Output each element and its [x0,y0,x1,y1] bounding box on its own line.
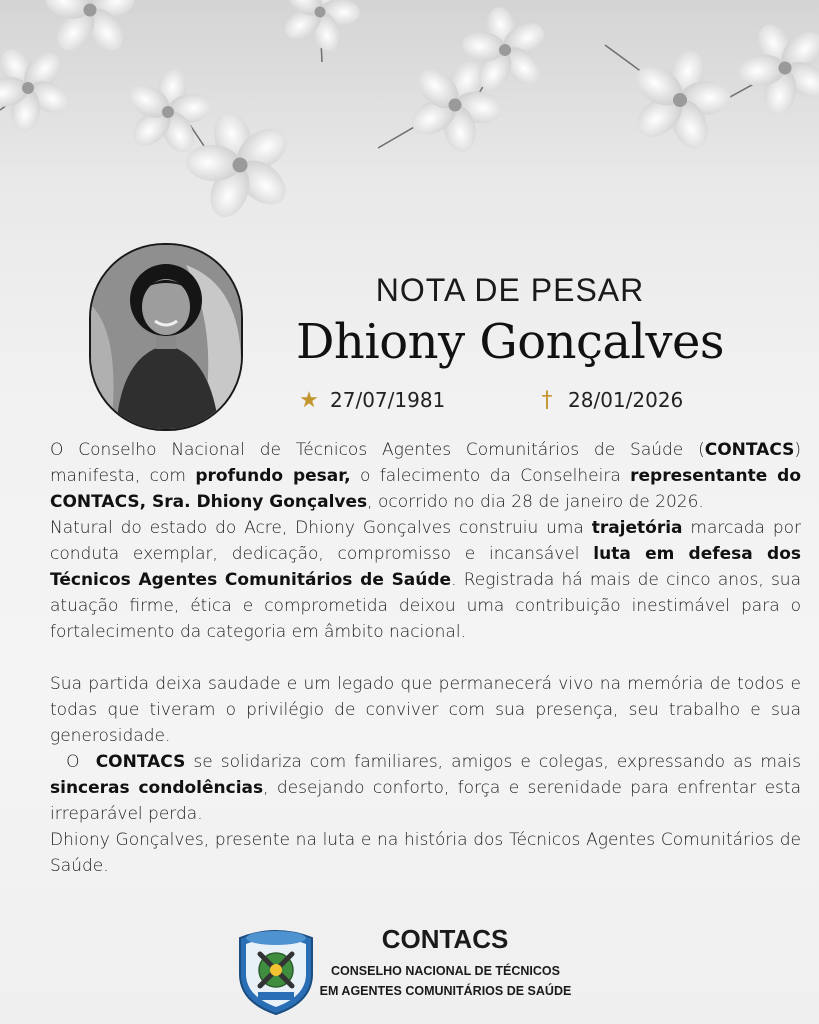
text-run: trajetória [591,518,683,538]
text-run: marcada por conduta exemplar, dedicação, compromisso e incansável [50,518,802,564]
text-run: luta em defesa dos Técnicos Agentes Comunitários de Saúde [50,544,801,590]
birth-date-text: 27/07/1981 [330,388,446,412]
text-run: O Conselho Nacional de Técnicos Agentes Comunitários de Saúde ( [50,440,705,460]
contacs-logo [232,924,320,1016]
text-run: O [50,752,96,772]
condolence-text [50,437,801,879]
text-run: ) manifesta, com [50,440,801,486]
paragraph-2 [50,515,801,645]
org-name: CONTACS [381,924,509,954]
portrait-photo [89,243,243,431]
cross-icon: † [541,388,553,413]
text-run: CONTACS [704,440,795,460]
paragraph-4 [50,749,801,827]
text-run: , desejando conforto, força e serenidade para enfrentar esta irreparável perda. [50,778,801,824]
text-run: o falecimento da Conselheira [350,466,631,486]
org-fullname-line2: EM AGENTES COMUNITÁRIOS DE SAÚDE [319,984,572,998]
text-run: representante do CONTACS, Sra. Dhiony Gonçalves [50,466,802,512]
text-run: CONTACS [95,752,186,772]
text-run: Sua partida deixa saudade e um legado que permanecerá vivo na memória de todos e todas que tiveram o privilégio de conviver com sua presença, seu trabalho e sua generosidade. [50,674,801,746]
flowers-decoration [0,0,819,240]
death-date [536,388,683,413]
page-title: NOTA DE PESAR [375,272,645,308]
text-run: se solidariza com familiares, amigos e colegas, expressando as mais [185,752,801,772]
dates-row [298,388,718,418]
birth-date [298,388,445,413]
star-icon: ★ [299,388,319,413]
paragraph-5 [50,827,801,879]
text-run: . Registrada há mais de cinco anos, sua atuação firme, ética e comprometida deixou uma contribuição inestimável para o fortalecimento da categoria em âmbito nacional. [50,570,801,642]
text-run: Dhiony Gonçalves, presente na luta e na história dos Técnicos Agentes Comunitários de Saúde. [50,830,801,876]
text-run: sinceras condolências [50,778,264,798]
paragraph-1 [50,437,801,515]
text-run: , ocorrido no dia 28 de janeiro de 2026. [367,492,704,512]
paragraph-3 [50,671,801,749]
text-run: profundo pesar, [195,466,351,486]
text-run: Natural do estado do Acre, Dhiony Gonçalves construiu uma [50,518,592,538]
org-fullname-line1: CONSELHO NACIONAL DE TÉCNICOS [331,964,560,978]
death-date-text: 28/01/2026 [568,388,684,412]
deceased-name: Dhiony Gonçalves [295,314,725,370]
